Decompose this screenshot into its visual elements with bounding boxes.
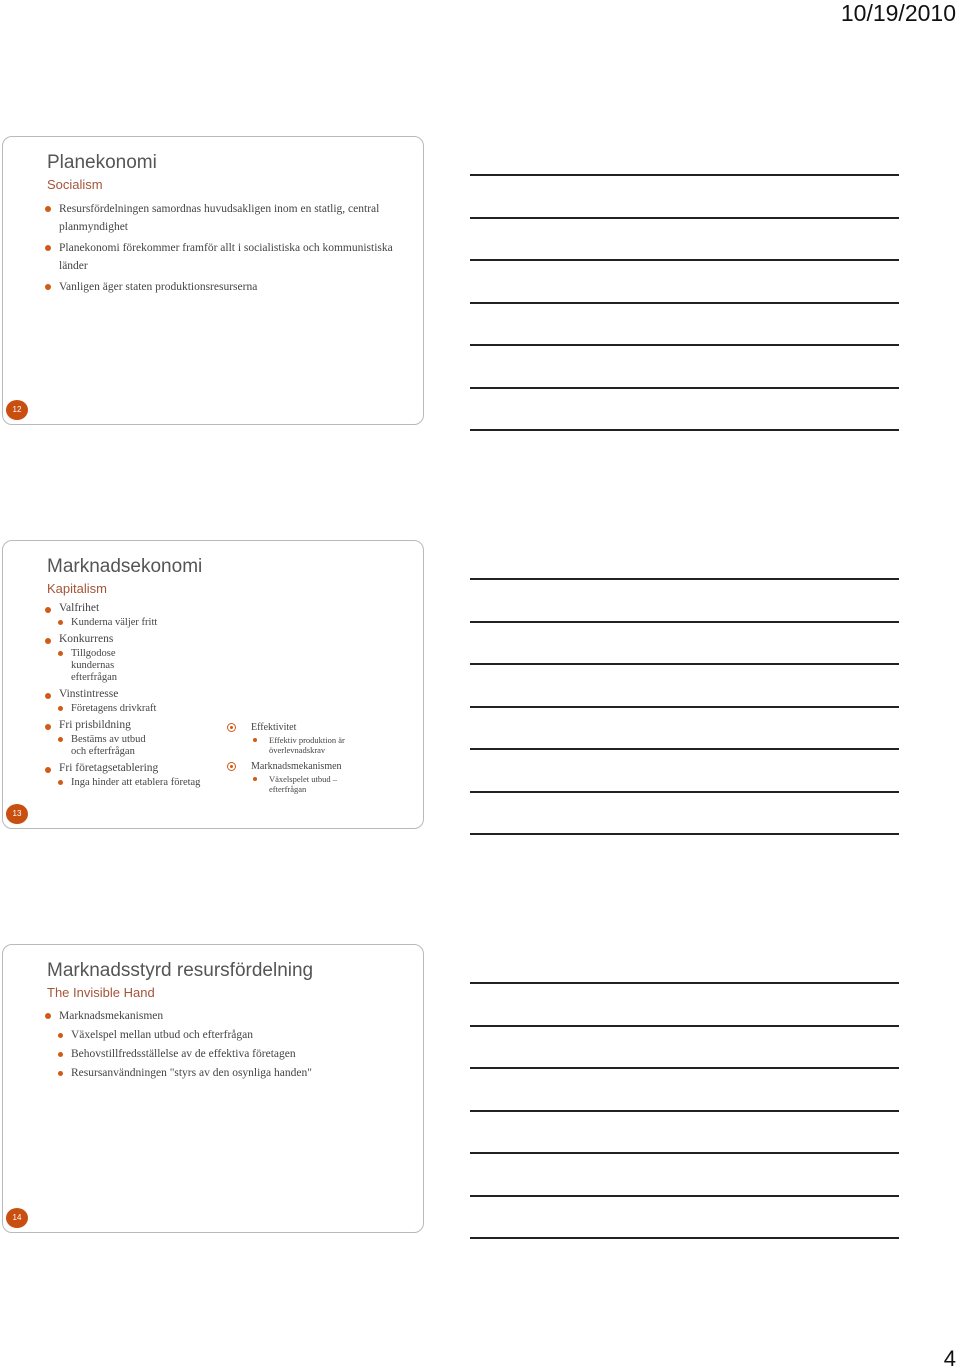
bullet-icon (58, 1033, 63, 1038)
bullet-icon (58, 620, 63, 625)
notes-lines-13 (470, 578, 899, 876)
sub-bullet-item: Inga hinder att etablera företag (43, 777, 223, 789)
sub-bullet-item: Effektiv produktion är överlevnadskrav (225, 736, 349, 755)
sub-bullet-item: Kunderna väljer fritt (43, 617, 223, 629)
note-line (470, 1067, 899, 1069)
bullet-icon (45, 724, 51, 730)
slide-subtitle: Kapitalism (47, 581, 107, 596)
slide-body-right (225, 722, 375, 800)
bullet-icon (45, 245, 51, 251)
bullet-icon (58, 1071, 63, 1076)
bullet-icon (45, 638, 51, 644)
sub-bullet-item: Företagens drivkraft (43, 703, 223, 715)
bullet-icon (58, 1052, 63, 1057)
note-line (470, 663, 899, 665)
note-line (470, 217, 899, 219)
bullet-icon (58, 651, 63, 656)
note-line (470, 982, 899, 984)
note-line (470, 1195, 899, 1197)
note-line (470, 302, 899, 304)
bullet-icon (253, 738, 257, 742)
slide-title: Planekonomi (47, 152, 157, 173)
note-line (470, 174, 899, 176)
notes-lines-14 (470, 982, 899, 1280)
slide-13 (2, 540, 424, 829)
bullet-item: Marknadsmekanismen (43, 1006, 403, 1026)
bullet-item: Valfrihet (43, 601, 223, 616)
sub-bullet-item: Behovstillfredsställelse av de effektiva företagen (43, 1045, 403, 1064)
slide-number-badge: 13 (6, 804, 28, 824)
notes-lines-12 (470, 174, 899, 472)
slide-14 (2, 944, 424, 1233)
bullet-item: Marknadsmekanismen (225, 761, 375, 773)
slide-body (43, 1006, 403, 1083)
note-line (470, 344, 899, 346)
bullet-icon (253, 777, 257, 781)
bullet-item: Planekonomi förekommer framför allt i socialistiska och kommunistiska länder (43, 239, 393, 275)
slide-title: Marknadsekonomi (47, 556, 203, 577)
sub-bullet-item: Resursanvändningen "styrs av den osynliga handen" (43, 1064, 403, 1083)
bullet-icon (45, 767, 51, 773)
slide-12 (2, 136, 424, 425)
note-line (470, 259, 899, 261)
page-number: 4 (943, 1346, 956, 1371)
bullet-item: Vinstintresse (43, 687, 223, 702)
bullet-icon (45, 1013, 51, 1019)
slide-number-badge: 12 (6, 400, 28, 420)
bullet-icon (58, 780, 63, 785)
sub-bullet-item: Tillgodose kundernas efterfrågan (43, 648, 151, 684)
note-line (470, 621, 899, 623)
sub-bullet-item: Växelspel mellan utbud och efterfrågan (43, 1026, 403, 1045)
bullet-icon (58, 706, 63, 711)
sub-bullet-item: Bestäms av utbud och efterfrågan (43, 734, 161, 758)
note-line (470, 1152, 899, 1154)
bullet-item: Fri prisbildning (43, 718, 223, 733)
bullet-icon (45, 284, 51, 290)
slide-title: Marknadsstyrd resursfördelning (47, 960, 314, 981)
bullet-icon (45, 206, 51, 212)
slide-number-badge: 14 (6, 1208, 28, 1228)
slide-body (43, 200, 393, 296)
bullet-item: Vanligen äger staten produktionsresurserna (43, 278, 393, 296)
note-line (470, 833, 899, 835)
note-line (470, 387, 899, 389)
bullet-icon (45, 693, 51, 699)
sub-bullet-item: Växelspelet utbud – efterfrågan (225, 775, 349, 794)
note-line (470, 791, 899, 793)
bullet-item: Fri företagsetablering (43, 761, 223, 776)
bullet-item: Konkurrens (43, 632, 223, 647)
bullet-icon (45, 607, 51, 613)
slide-body-left (43, 601, 223, 792)
slide-subtitle: The Invisible Hand (47, 985, 155, 1000)
slide-subtitle: Socialism (47, 177, 103, 192)
ring-bullet-icon (227, 723, 236, 732)
print-date: 10/19/2010 (840, 0, 956, 26)
bullet-item: Resursfördelningen samordnas huvudsakligen inom en statlig, central planmyndighet (43, 200, 393, 236)
note-line (470, 1237, 899, 1239)
bullet-icon (58, 737, 63, 742)
ring-bullet-icon (227, 762, 236, 771)
note-line (470, 706, 899, 708)
note-line (470, 429, 899, 431)
note-line (470, 748, 899, 750)
note-line (470, 1025, 899, 1027)
bullet-item: Effektivitet (225, 722, 375, 734)
note-line (470, 1110, 899, 1112)
note-line (470, 578, 899, 580)
